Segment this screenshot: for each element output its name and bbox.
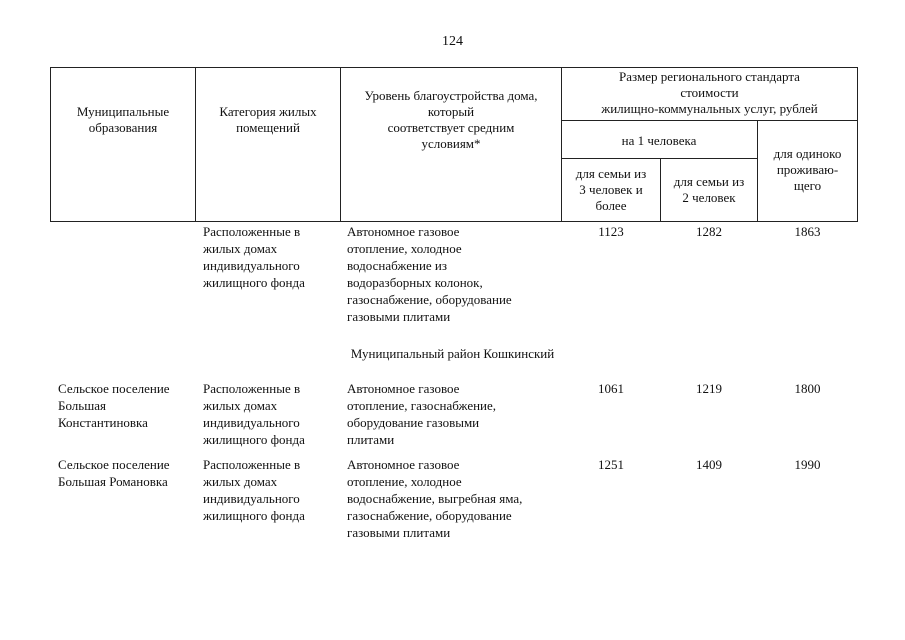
cell-value-single: 1990 (794, 457, 821, 472)
cell-value-family2: 1282 (696, 224, 722, 239)
cell-value-single: 1863 (794, 224, 821, 239)
cell-value-family3: 1061 (598, 381, 624, 396)
header-family2: для семьи из 2 человек (673, 174, 745, 205)
cell-category: Расположенные в жилых домах индивидуального жилищного фонда (203, 381, 305, 447)
col-border-left (50, 67, 51, 222)
cell-level: Автономное газовое отопление, газоснабжение, оборудование газовыми плитами (347, 381, 497, 447)
cell-value-family3: 1251 (598, 457, 624, 472)
cell-level: Автономное газовое отопление, холодное водоснабжение, выгребная яма, газоснабжение, оборудование газовыми плитами (347, 457, 523, 540)
cell-value-family2: 1219 (696, 381, 722, 396)
col-border-1 (195, 67, 196, 222)
header-municipality: Муниципальные образования (76, 104, 170, 135)
header-top-border (50, 67, 858, 68)
header-size-group: Размер регионального стандарта стоимости жилищно-коммунальных услуг, рублей (601, 69, 818, 116)
cell-value-family2: 1409 (696, 457, 722, 472)
header-bottom-border (50, 221, 858, 222)
cell-value-family3: 1123 (598, 224, 624, 239)
header-category: Категория жилых помещений (219, 104, 317, 135)
section-title: Муниципальный район Кошкинский (350, 346, 555, 361)
header-per-person: на 1 человека (621, 133, 697, 148)
cell-value-single: 1800 (794, 381, 821, 396)
header-single: для одиноко проживаю- щего (773, 146, 842, 193)
cell-municipality: Сельское поселение Большая Романовка (58, 457, 170, 489)
per-person-divider (561, 158, 757, 159)
cell-category: Расположенные в жилых домах индивидуального жилищного фонда (203, 457, 305, 523)
header-family3: для семьи из 3 человек и более (575, 166, 647, 213)
cell-category: Расположенные в жилых домах индивидуального жилищного фонда (203, 224, 305, 290)
size-group-divider (561, 120, 858, 121)
page-number: 124 (442, 34, 463, 49)
cell-level: Автономное газовое отопление, холодное водоснабжение из водоразборных колонок, газоснабжение, оборудование газовыми плитами (347, 224, 512, 324)
header-level: Уровень благоустройства дома, который соответствует средним условиям* (364, 88, 538, 151)
cell-municipality: Сельское поселение Большая Константиновка (58, 381, 170, 430)
